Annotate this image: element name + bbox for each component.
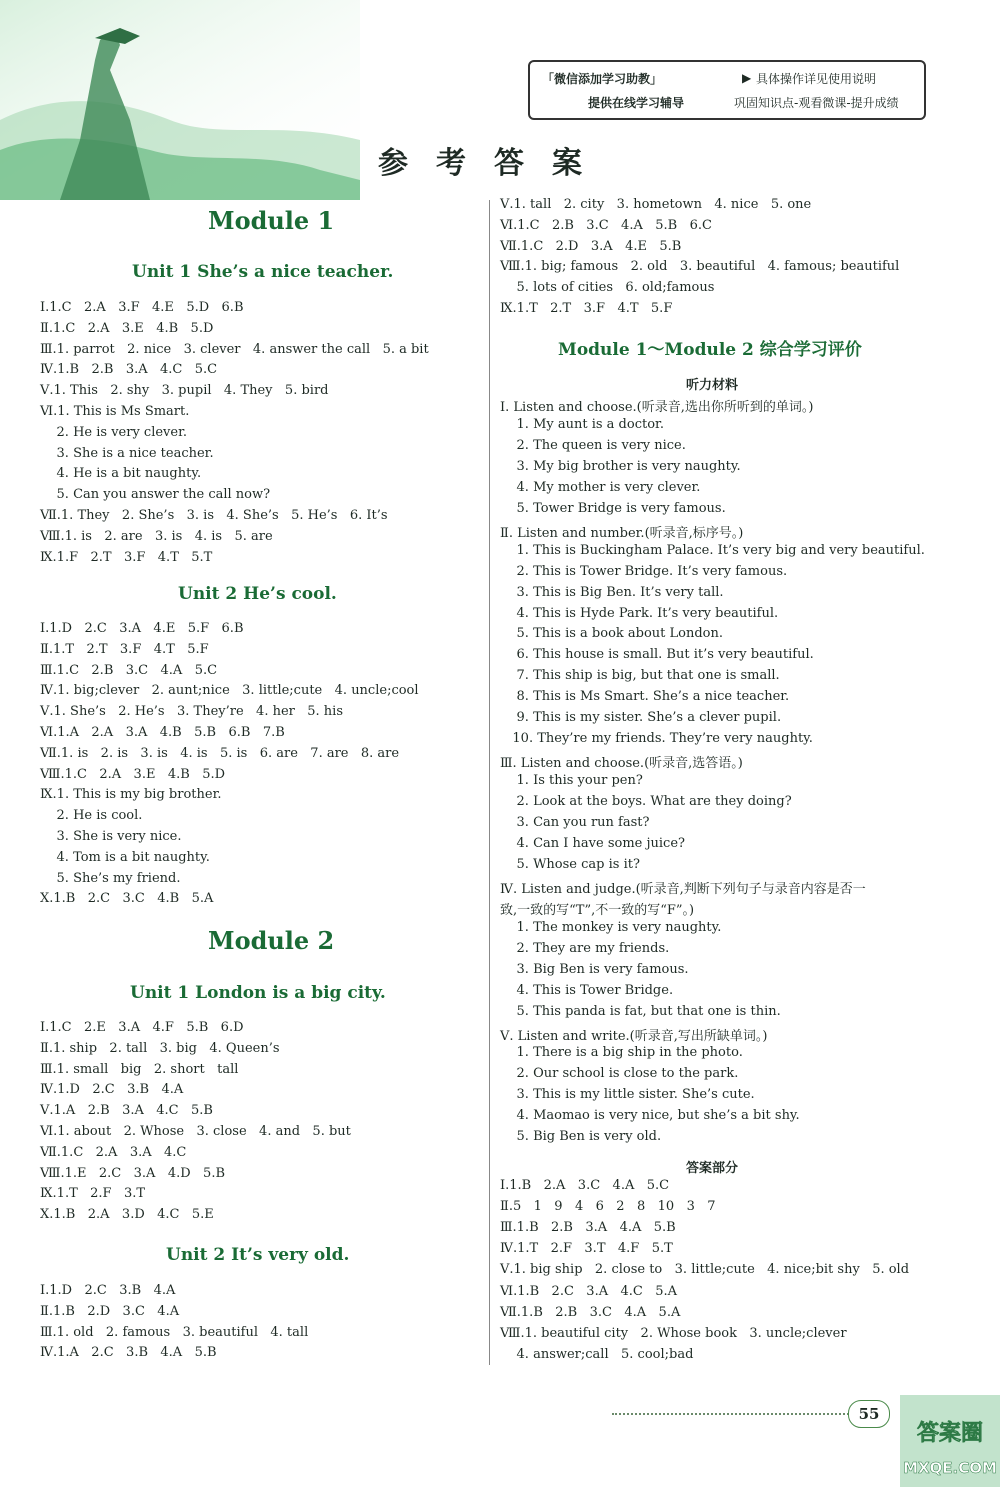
footer-dotted-rule: [612, 1413, 852, 1415]
answer-line: Ⅰ.1.B 2.A 3.C 4.A 5.C: [500, 1178, 670, 1193]
column-divider: [489, 200, 490, 1365]
answer-line: 3. She is a nice teacher.: [40, 445, 214, 461]
answer-line: Ⅳ. Listen and judge.(听录音,判断下列句子与录音内容是否一: [500, 881, 866, 897]
answer-line: Ⅸ.1.F 2.T 3.F 4.T 5.T: [40, 549, 213, 565]
wechat-line1b: 具体操作详见使用说明: [756, 72, 877, 86]
m2-unit1-heading: Unit 1 London is a big city.: [130, 983, 386, 1003]
answer-line: Ⅴ.1. tall 2. city 3. hometown 4. nice 5. one: [500, 197, 812, 212]
answer-line: Ⅸ.1.T 2.T 3.F 4.T 5.F: [500, 301, 673, 316]
answer-line: 3. This is my little sister. She’s cute.: [500, 1087, 755, 1103]
answer-line: 4. This is Tower Bridge.: [500, 982, 674, 998]
answer-line: 6. This house is small. But it’s very beautiful.: [500, 647, 814, 663]
answer-line: 5. Tower Bridge is very famous.: [500, 500, 726, 516]
answer-line: 4. Tom is a bit naughty.: [40, 849, 210, 865]
page-title: 参考答案: [378, 146, 610, 181]
answer-line: 4. answer;call 5. cool;bad: [500, 1346, 694, 1362]
answer-line: Ⅰ.1.C 2.E 3.A 4.F 5.B 6.D: [40, 1020, 244, 1035]
m1-unit2-heading: Unit 2 He’s cool.: [178, 584, 337, 604]
wechat-line1: 「微信添加学习助教」: [542, 72, 663, 86]
answer-line: Ⅴ. Listen and write.(听录音,写出所缺单词。): [500, 1028, 768, 1044]
answer-line: 1. The monkey is very naughty.: [500, 919, 722, 935]
answer-line: 2. He is cool.: [40, 808, 143, 824]
answer-line: 4. Maomao is very nice, but she’s a bit shy.: [500, 1108, 800, 1124]
answer-line: 3. Big Ben is very famous.: [500, 961, 689, 977]
answer-line: Ⅱ.1. ship 2. tall 3. big 4. Queen’s: [40, 1040, 280, 1056]
answer-line: Ⅷ.1.C 2.A 3.E 4.B 5.D: [40, 766, 226, 782]
answer-line: Ⅶ.1. is 2. is 3. is 4. is 5. is 6. are 7. are 8. are: [40, 745, 400, 761]
answer-line: Ⅲ.1. parrot 2. nice 3. clever 4. answer the call 5. a bit: [40, 341, 429, 357]
answer-line: 8. This is Ms Smart. She’s a nice teacher.: [500, 689, 790, 705]
answer-line: 5. This is a book about London.: [500, 626, 724, 642]
answer-line: Ⅰ.1.C 2.A 3.F 4.E 5.D 6.B: [40, 300, 244, 315]
answer-line: 5. She’s my friend.: [40, 870, 181, 886]
answer-line: Ⅲ.1.C 2.B 3.C 4.A 5.C: [40, 662, 218, 678]
answers-section-heading: 答案部分: [686, 1161, 739, 1176]
answer-line: Ⅵ.1.B 2.C 3.A 4.C 5.A: [500, 1283, 678, 1299]
answer-line: 3. She is very nice.: [40, 829, 182, 844]
wechat-line2: 提供在线学习辅导: [588, 96, 685, 110]
answer-line: 2. The queen is very nice.: [500, 437, 686, 453]
answer-line: Ⅷ.1.E 2.C 3.A 4.D 5.B: [40, 1165, 226, 1181]
answer-line: Ⅲ.1.B 2.B 3.A 4.A 5.B: [500, 1220, 676, 1236]
answer-line: Ⅰ.1.D 2.C 3.A 4.E 5.F 6.B: [40, 621, 244, 636]
m2-unit2-heading: Unit 2 It’s very old.: [166, 1245, 350, 1265]
answer-line: 4. Can I have some juice?: [500, 835, 685, 851]
module2-heading: Module 2: [208, 926, 335, 955]
answer-line: Ⅵ.1.C 2.B 3.C 4.A 5.B 6.C: [500, 217, 712, 233]
answer-line: Ⅴ.1. big ship 2. close to 3. little;cute 4. nice;bit shy 5. old: [500, 1262, 910, 1278]
answer-line: Ⅳ.1.D 2.C 3.B 4.A: [40, 1082, 184, 1098]
answer-line: Ⅷ.1. big; famous 2. old 3. beautiful 4. famous; beautiful: [500, 259, 900, 275]
wechat-line2b: 巩固知识点-观看微课-提升成绩: [734, 96, 899, 110]
answer-line: 3. My big brother is very naughty.: [500, 458, 741, 474]
answer-line: 3. This is Big Ben. It’s very tall.: [500, 584, 724, 600]
answer-line: Ⅴ.1. She’s 2. He’s 3. They’re 4. her 5. his: [40, 704, 343, 720]
answer-line: Ⅳ.1.A 2.C 3.B 4.A 5.B: [40, 1345, 217, 1361]
answer-line: Ⅸ.1. This is my big brother.: [40, 787, 222, 803]
answer-line: Ⅲ.1. old 2. famous 3. beautiful 4. tall: [40, 1324, 309, 1340]
answer-line: Ⅱ. Listen and number.(听录音,标序号。): [500, 525, 744, 541]
review-heading: Module 1～Module 2 综合学习评价: [558, 340, 862, 360]
answer-line: 4. This is Hyde Park. It’s very beautiful.: [500, 605, 779, 621]
wechat-assistant-box: [528, 60, 926, 120]
watermark-url: MXQE.COM: [903, 1459, 997, 1477]
header-landscape-illustration: [0, 0, 360, 200]
answer-line: 2. He is very clever.: [40, 424, 188, 440]
answer-line: Ⅱ.5 1 9 4 6 2 8 10 3 7: [500, 1199, 716, 1215]
answer-line: 2. This is Tower Bridge. It’s very famous.: [500, 563, 788, 579]
answer-line: 2. Our school is close to the park.: [500, 1066, 739, 1082]
answer-line: Ⅴ.1. This 2. shy 3. pupil 4. They 5. bird: [40, 383, 329, 399]
answer-line: 1. This is Buckingham Palace. It’s very big and very beautiful.: [500, 542, 925, 558]
module1-heading: Module 1: [208, 206, 335, 235]
answer-line: 5. Big Ben is very old.: [500, 1129, 662, 1145]
answer-line: 4. My mother is very clever.: [500, 479, 701, 495]
watermark-text: 答案圈: [916, 1421, 984, 1446]
answer-line: Ⅱ.1.B 2.D 3.C 4.A: [40, 1303, 180, 1319]
answer-line: Ⅵ.1.A 2.A 3.A 4.B 5.B 6.B 7.B: [40, 725, 285, 740]
answer-line: 5. Can you answer the call now?: [40, 487, 271, 503]
answer-line: Ⅶ.1. They 2. She’s 3. is 4. She’s 5. He’s 6. It’s: [40, 508, 388, 523]
answer-line: 2. They are my friends.: [500, 940, 670, 956]
answer-line: Ⅱ.1.C 2.A 3.E 4.B 5.D: [40, 320, 214, 336]
answer-line: Ⅶ.1.B 2.B 3.C 4.A 5.A: [500, 1304, 681, 1320]
answer-line: Ⅲ.1. small big 2. short tall: [40, 1061, 239, 1077]
answer-line: 7. This ship is big, but that one is small.: [500, 668, 780, 684]
answer-line: Ⅱ.1.T 2.T 3.F 4.T 5.F: [40, 641, 209, 657]
answer-line: Ⅴ.1.A 2.B 3.A 4.C 5.B: [40, 1103, 213, 1119]
answer-line: 2. Look at the boys. What are they doing?: [500, 794, 792, 810]
answer-line: Ⅷ.1. beautiful city 2. Whose book 3. uncle;clever: [500, 1325, 847, 1341]
answer-line: 1. Is this your pen?: [500, 773, 643, 789]
answer-line: 1. There is a big ship in the photo.: [500, 1045, 743, 1061]
answer-line: Ⅶ.1.C 2.D 3.A 4.E 5.B: [500, 238, 682, 254]
answer-line: 1. My aunt is a doctor.: [500, 416, 664, 432]
answer-line: Ⅹ.1.B 2.A 3.D 4.C 5.E: [40, 1207, 214, 1223]
answer-line: Ⅳ.1.T 2.F 3.T 4.F 5.T: [500, 1241, 673, 1257]
answer-line: Ⅵ.1. about 2. Whose 3. close 4. and 5. but: [40, 1124, 351, 1139]
answer-line: Ⅹ.1.B 2.C 3.C 4.B 5.A: [40, 891, 214, 907]
answer-line: Ⅷ.1. is 2. are 3. is 4. is 5. are: [40, 528, 273, 544]
answer-line: Ⅰ. Listen and choose.(听录音,选出你所听到的单词。): [500, 400, 814, 415]
answer-line: Ⅰ.1.D 2.C 3.B 4.A: [40, 1283, 176, 1298]
answer-line: 5. Whose cap is it?: [500, 856, 640, 872]
watermark-logo: [900, 1395, 1000, 1487]
answer-line: 3. Can you run fast?: [500, 815, 650, 830]
page-number: 55: [848, 1400, 890, 1428]
answer-line: 4. He is a bit naughty.: [40, 466, 202, 482]
answer-line: 5. This panda is fat, but that one is thin.: [500, 1003, 781, 1019]
answer-line: 10. They’re my friends. They’re very naughty.: [500, 731, 813, 747]
answer-line: Ⅶ.1.C 2.A 3.A 4.C: [40, 1144, 187, 1160]
answer-line: Ⅳ.1.B 2.B 3.A 4.C 5.C: [40, 362, 218, 378]
listening-material-heading: 听力材料: [686, 378, 739, 393]
answer-line: Ⅵ.1. This is Ms Smart.: [40, 404, 190, 419]
answer-line: 9. This is my sister. She’s a clever pupil.: [500, 710, 782, 726]
m1-unit1-heading: Unit 1 She’s a nice teacher.: [132, 262, 394, 282]
answer-line: Ⅳ.1. big;clever 2. aunt;nice 3. little;cute 4. uncle;cool: [40, 683, 419, 699]
answer-line: 致,一致的写“T”,不一致的写“F”。): [500, 902, 695, 918]
answer-line: Ⅲ. Listen and choose.(听录音,选答语。): [500, 756, 743, 772]
answer-line: 5. lots of cities 6. old;famous: [500, 280, 715, 296]
answer-line: Ⅸ.1.T 2.F 3.T: [40, 1186, 146, 1202]
play-triangle-icon: ▶: [742, 71, 752, 85]
